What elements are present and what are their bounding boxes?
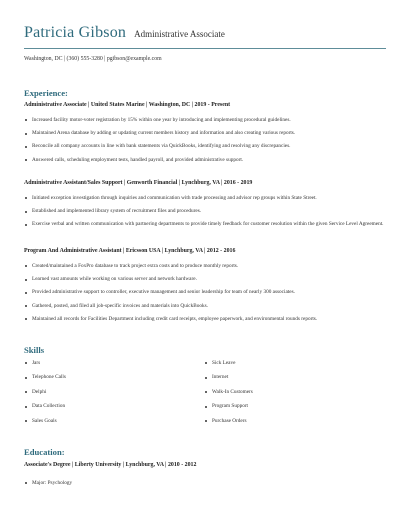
candidate-name: Patricia Gibson	[24, 24, 127, 41]
job-bullet: Reconcile all company accounts in line with bank statements via QuickBooks, identifying and resolving any discrepancies.	[24, 143, 386, 150]
job-entry	[24, 248, 386, 323]
skills-heading: Skills	[24, 345, 45, 355]
job-entry	[24, 180, 386, 228]
job-bullet: Maintained Arena database by adding or updating current members history and information and also creating various reports.	[24, 130, 386, 137]
education-bullet: Major: Psychology	[24, 480, 386, 487]
candidate-role: Administrative Associate	[134, 29, 225, 39]
education-bullets	[24, 480, 386, 487]
job-bullet: Increased facility motor-voter registration by 15% within one year by introducing and implementing procedural guidelines.	[24, 117, 386, 124]
job-bullet: Initiated exception investigation through inquiries and communication with trade processing and advisor rep groups within State Street.	[24, 195, 386, 202]
job-bullet: Maintained all records for Facilities Department including credit card receipts, employee paperwork, and environmental rounds reports.	[24, 316, 386, 323]
degree-heading: Associate's Degree | Liberty University | Lynchburg, VA | 2010 - 2012	[24, 462, 197, 468]
skill-item: Delphi	[24, 389, 66, 396]
job-bullet: Gathered, posted, and filed all job-specific invoices and materials into QuickBooks.	[24, 303, 386, 310]
skill-item: Purchase Orders	[204, 418, 253, 425]
job-bullets	[24, 117, 386, 163]
job-heading: Program And Administrative Assistant | Ericsson USA | Lynchburg, VA | 2012 - 2016	[24, 248, 236, 254]
job-heading: Administrative Associate | United States Marine | Washington, DC | 2019 - Present	[24, 102, 231, 108]
job-bullets	[24, 195, 386, 228]
job-bullet: Answered calls, scheduling employment tests, handled payroll, and provided administrative support.	[24, 157, 386, 164]
skill-item: Telephone Calls	[24, 374, 66, 381]
job-heading: Administrative Assistant/Sales Support | Genworth Financial | Lynchburg, VA | 2016 - 2019	[24, 180, 253, 186]
skill-item: Internet	[204, 374, 253, 381]
header-divider	[24, 48, 386, 49]
job-bullet: Established and implemented library system of recruitment files and procedures.	[24, 208, 386, 215]
job-bullet: Learned vast amounts while working on various server and network hardware.	[24, 276, 386, 283]
skills-column-left	[24, 360, 66, 432]
skill-item: Program Support	[204, 403, 253, 410]
contact-line: Washington, DC | (360) 555-3280 | pgibson@example.com	[24, 56, 162, 62]
skill-item: Sick Leave	[204, 360, 253, 367]
job-bullet: Exercise verbal and written communication with partnering departments to provide timely feedback for customer resolution within the given Service Level Agreement.	[24, 221, 386, 228]
skill-item: Data Collection	[24, 403, 66, 410]
job-bullets	[24, 263, 386, 323]
skills-column-right	[204, 360, 253, 432]
skill-item: Sales Goals	[24, 418, 66, 425]
job-bullet: Provided administrative support to controller, executive management and senior leadership for team of nearly 300 associates.	[24, 289, 386, 296]
education-heading: Education:	[24, 447, 65, 457]
job-entry	[24, 102, 386, 163]
skill-item: Jars	[24, 360, 66, 367]
resume-header	[24, 24, 386, 42]
skill-item: Walk-In Customers	[204, 389, 253, 396]
experience-heading: Experience:	[24, 88, 68, 98]
education-entry	[24, 462, 386, 487]
job-bullet: Created/maintained a FoxPro database to track project extra costs and to produce monthly reports.	[24, 263, 386, 270]
